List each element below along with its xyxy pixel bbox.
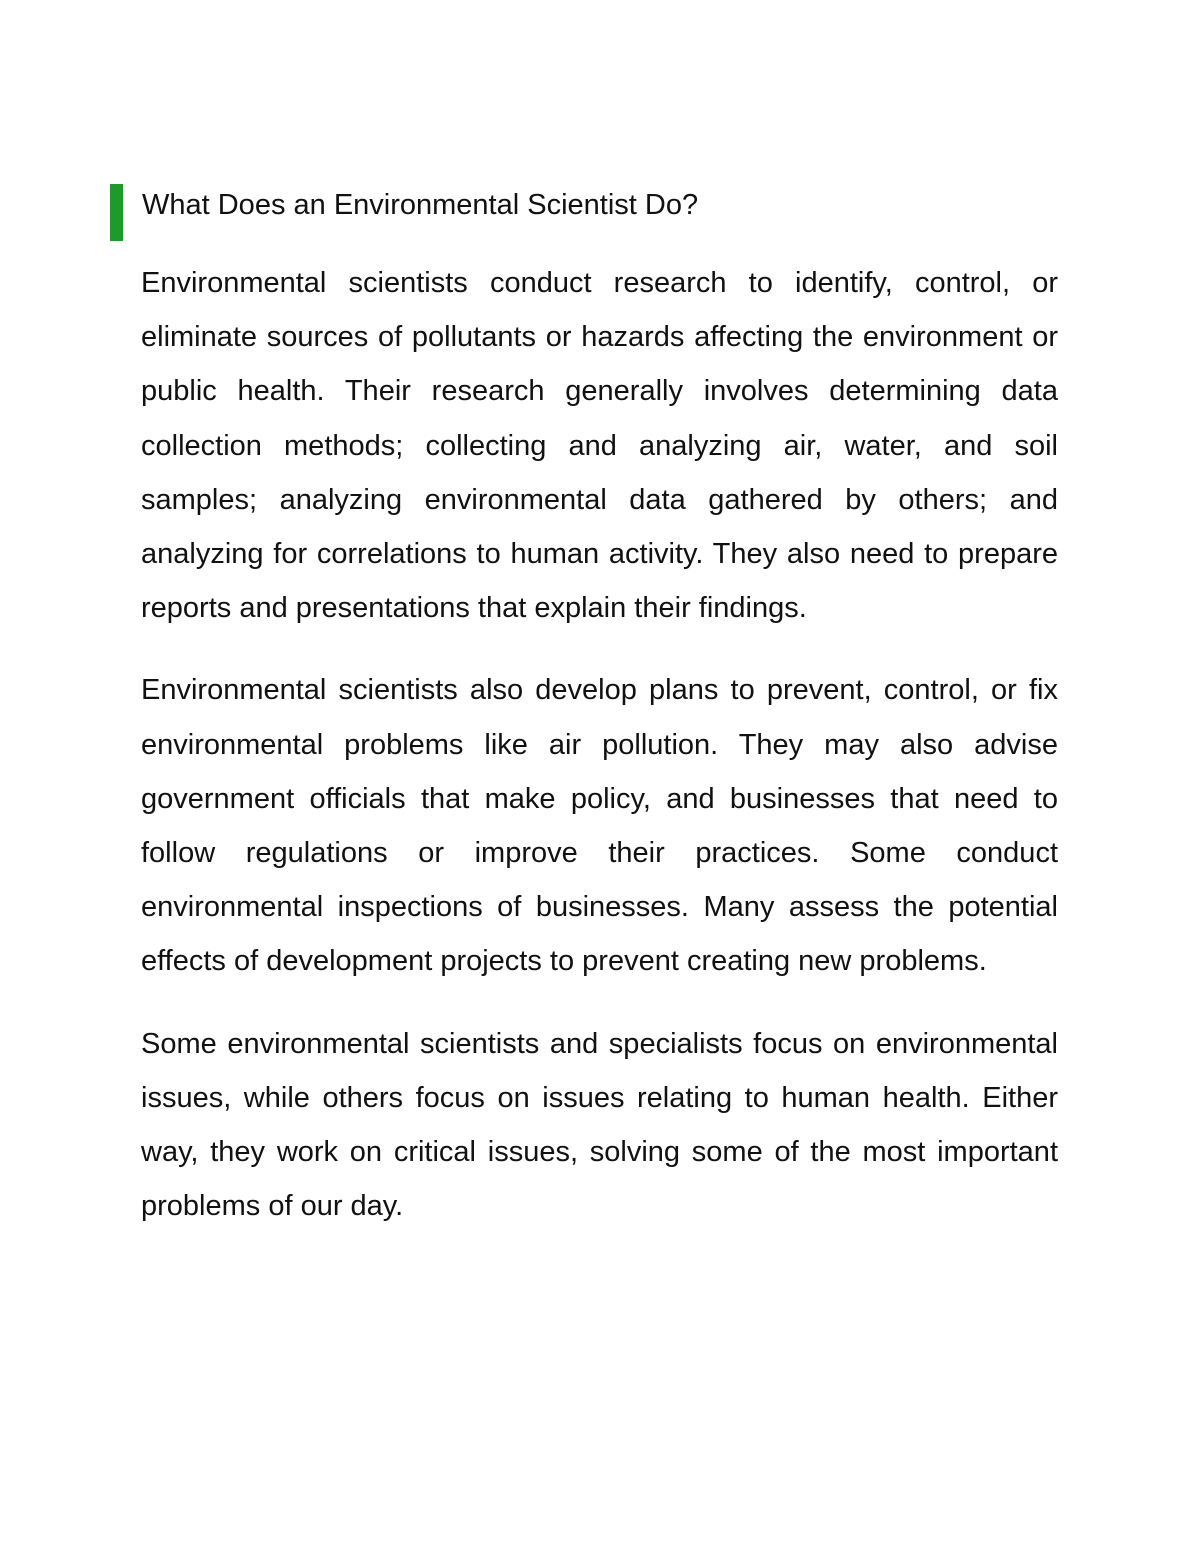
section-heading: What Does an Environmental Scientist Do?: [142, 189, 699, 221]
document-body: [141, 256, 1058, 1261]
heading-accent-bar: [110, 184, 123, 241]
paragraph-2: Environmental scientists also develop plans to prevent, control, or fix environmental problems like air pollution. They may also advise government officials that make policy, and businesses that need to follow regulations or improve their practices. Some conduct environmental inspections of businesses. Many assess the potential effects of development projects to prevent creating new problems.: [141, 674, 1058, 978]
paragraph-1: Environmental scientists conduct research to identify, control, or eliminate sources of pollutants or hazards affecting the environment or public health. Their research generally involves determining data collection methods; collecting and analyzing air, water, and soil samples; analyzing environmental data gathered by others; and analyzing for correlations to human activity. They also need to prepare reports and presentations that explain their findings.: [141, 267, 1058, 625]
paragraph-3: Some environmental scientists and specialists focus on environmental issues, while others focus on issues relating to human health. Either way, they work on critical issues, solving some of the most important problems of our day.: [141, 1027, 1058, 1223]
section-heading-block: [110, 184, 1070, 242]
